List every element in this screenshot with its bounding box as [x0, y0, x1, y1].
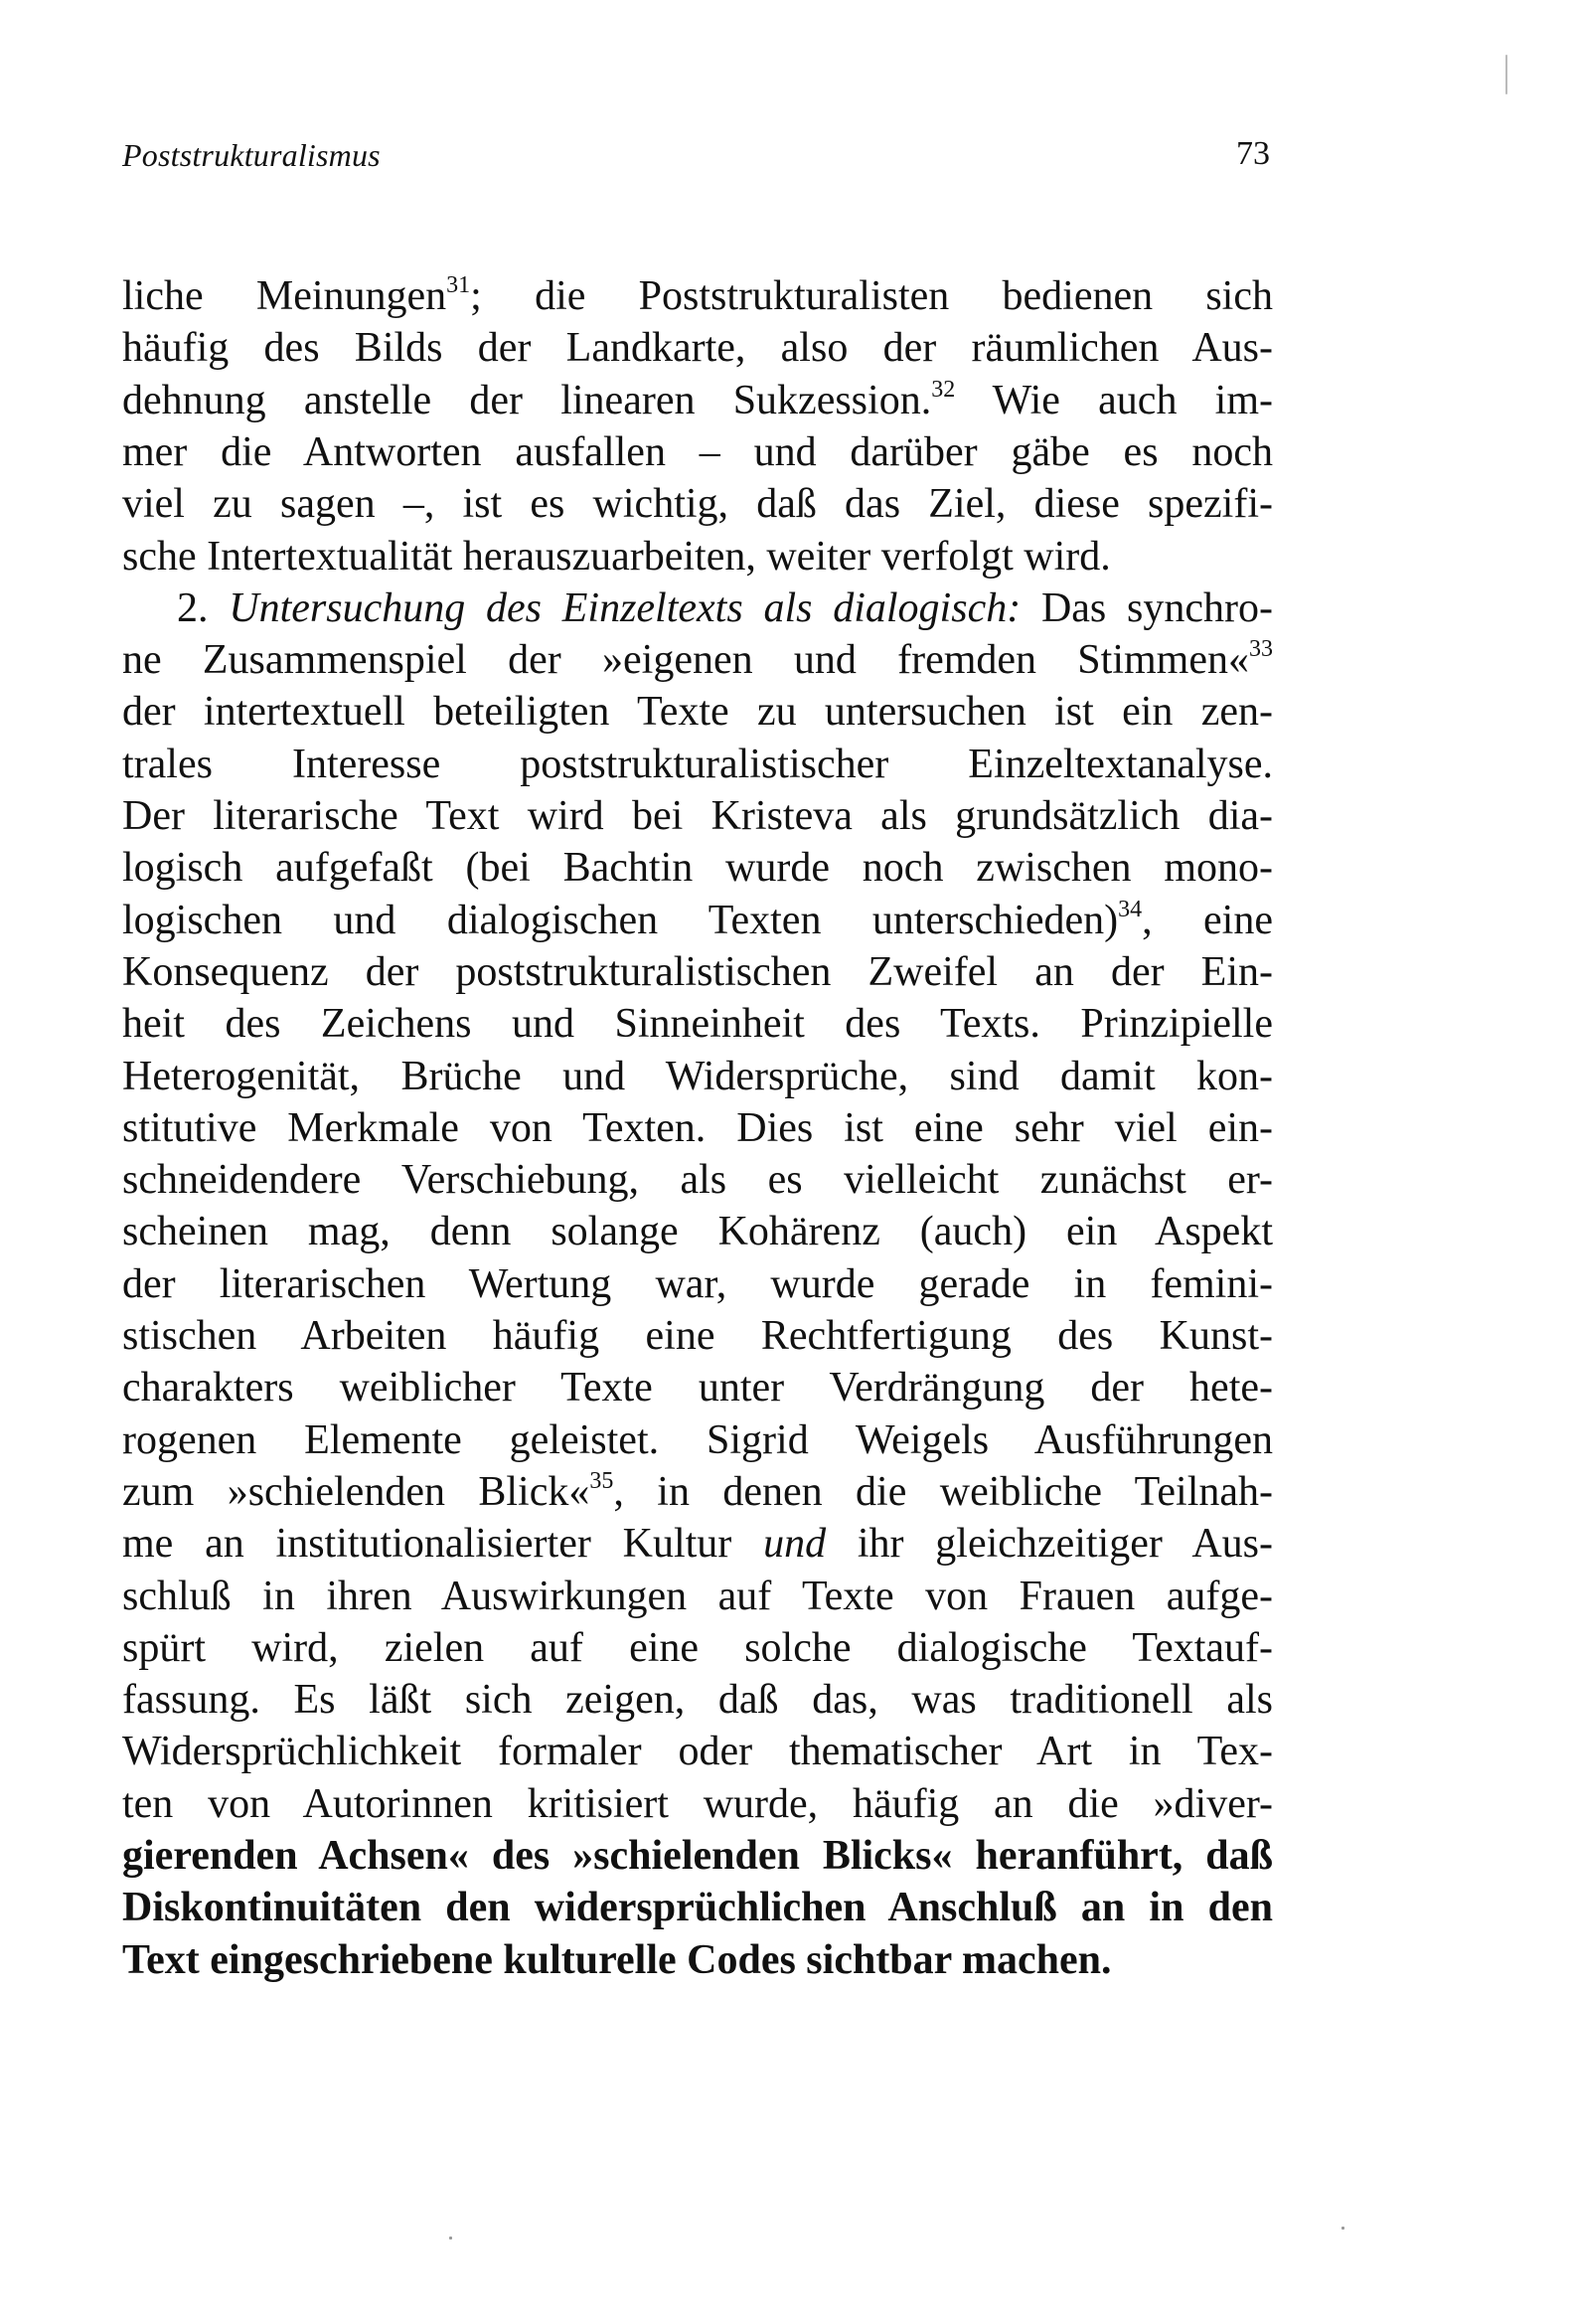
text-span: ihr gleichzeitiger Aus- — [826, 1521, 1273, 1567]
text-span: schneidendere Verschiebung, als es vielleicht zunächst er- — [122, 1157, 1273, 1203]
text-line — [122, 1726, 1273, 1777]
text-span: , in denen die weibliche Teilnah- — [613, 1469, 1273, 1515]
text-line — [122, 426, 1273, 478]
text-line — [122, 946, 1273, 998]
text-span: logisch aufgefaßt (bei Bachtin wurde noch zwischen mono- — [122, 845, 1273, 891]
text-line — [122, 1102, 1273, 1154]
text-span: Diskontinuitäten den widersprüchlichen Anschluß an in den — [122, 1885, 1273, 1930]
text-line — [122, 739, 1273, 790]
text-line — [122, 1051, 1273, 1102]
text-line — [122, 1882, 1273, 1933]
text-line — [122, 1518, 1273, 1570]
text-line — [122, 1674, 1273, 1726]
text-span: zum »schielenden Blick« — [122, 1469, 590, 1515]
text-span: heit des Zeichens und Sinneinheit des Texts. Prinzipielle — [122, 1001, 1273, 1047]
text-line — [122, 478, 1273, 530]
text-line — [122, 322, 1273, 374]
text-span: dehnung anstelle der linearen Sukzession. — [122, 378, 932, 423]
text-span: trales Interesse poststrukturalistischer Einzeltextanalyse. — [122, 742, 1273, 787]
text-span: häufig des Bilds der Landkarte, also der räumlichen Aus- — [122, 325, 1273, 371]
scan-mark — [1505, 55, 1507, 94]
text-span: 2. — [177, 585, 230, 631]
text-line — [122, 1830, 1273, 1882]
text-span: ten von Autorinnen kritisiert wurde, häufig an die »diver- — [122, 1781, 1273, 1827]
text-span: rogenen Elemente geleistet. Sigrid Weigels Ausführungen — [122, 1417, 1273, 1463]
text-span: ne Zusammenspiel der »eigenen und fremden Stimmen« — [122, 637, 1249, 683]
text-span: spürt wird, zielen auf eine solche dialogische Textauf- — [122, 1625, 1273, 1671]
text-line — [122, 1622, 1273, 1674]
text-line — [122, 1362, 1273, 1413]
text-span: Konsequenz der poststrukturalistischen Zweifel an der Ein- — [122, 949, 1273, 995]
text-line — [122, 1934, 1273, 1986]
footnote-ref: 32 — [931, 377, 956, 403]
text-line — [122, 634, 1273, 686]
footnote-ref: 35 — [589, 1468, 614, 1494]
footnote-ref: 31 — [446, 272, 471, 298]
scan-speck — [1341, 2227, 1344, 2230]
text-line — [122, 842, 1273, 894]
text-span: viel zu sagen –, ist es wichtig, daß das Ziel, diese spezifi- — [122, 481, 1273, 527]
scan-speck — [449, 2237, 452, 2240]
text-span: Das synchro- — [1021, 585, 1273, 631]
text-line — [122, 1466, 1273, 1518]
text-line — [122, 1310, 1273, 1362]
text-span: Heterogenität, Brüche und Widersprüche, sind damit kon- — [122, 1054, 1273, 1099]
text-span: sche Intertextualität herauszuarbeiten, weiter verfolgt wird. — [122, 534, 1111, 580]
text-line — [122, 686, 1273, 738]
text-span: der intertextuell beteiligten Texte zu untersuchen ist ein zen- — [122, 689, 1273, 735]
text-span: Wie auch im- — [955, 378, 1273, 423]
text-line — [122, 1571, 1273, 1622]
text-line — [122, 1778, 1273, 1830]
text-line — [122, 998, 1273, 1050]
text-span: gierenden Achsen« des »schielenden Blicks« heranführt, daß — [122, 1833, 1273, 1879]
italic-span: und — [763, 1521, 827, 1567]
text-span: Widersprüchlichkeit formaler oder thematischer Art in Tex- — [122, 1729, 1273, 1774]
text-line — [122, 790, 1273, 842]
italic-span: Untersuchung des Einzeltexts als dialogisch: — [229, 585, 1022, 631]
text-line — [122, 531, 1273, 582]
text-line — [122, 1258, 1273, 1310]
text-line — [122, 1414, 1273, 1466]
text-span: logischen und dialogischen Texten unterschieden) — [122, 898, 1119, 943]
text-span: , eine — [1142, 898, 1273, 943]
text-span: ; die Poststrukturalisten bedienen sich — [470, 273, 1273, 319]
text-line — [177, 582, 1273, 634]
text-span: charakters weiblicher Texte unter Verdrängung der hete- — [122, 1365, 1273, 1411]
text-span: mer die Antworten ausfallen – und darüber gäbe es noch — [122, 429, 1273, 475]
page-number: 73 — [1236, 135, 1270, 172]
text-line — [122, 375, 1273, 426]
text-span: stischen Arbeiten häufig eine Rechtfertigung des Kunst- — [122, 1313, 1273, 1359]
text-span: stitutive Merkmale von Texten. Dies ist eine sehr viel ein- — [122, 1105, 1273, 1151]
text-line — [122, 1206, 1273, 1257]
text-line — [122, 1154, 1273, 1206]
text-span: Text eingeschriebene kulturelle Codes sichtbar machen. — [122, 1937, 1112, 1983]
text-span: der literarischen Wertung war, wurde gerade in femini- — [122, 1261, 1273, 1307]
text-span: scheinen mag, denn solange Kohärenz (auch) ein Aspekt — [122, 1209, 1273, 1254]
footnote-ref: 33 — [1249, 636, 1273, 662]
text-line — [122, 895, 1273, 946]
text-span: fassung. Es läßt sich zeigen, daß das, was traditionell als — [122, 1677, 1273, 1723]
running-head: Poststrukturalismus — [122, 137, 381, 173]
text-span: me an institutionalisierter Kultur — [122, 1521, 764, 1567]
footnote-ref: 34 — [1118, 897, 1143, 922]
text-span: liche Meinungen — [122, 273, 447, 319]
text-line — [122, 270, 1273, 322]
text-span: schluß in ihren Auswirkungen auf Texte von Frauen aufge- — [122, 1574, 1273, 1619]
text-span: Der literarische Text wird bei Kristeva als grundsätzlich dia- — [122, 793, 1273, 839]
